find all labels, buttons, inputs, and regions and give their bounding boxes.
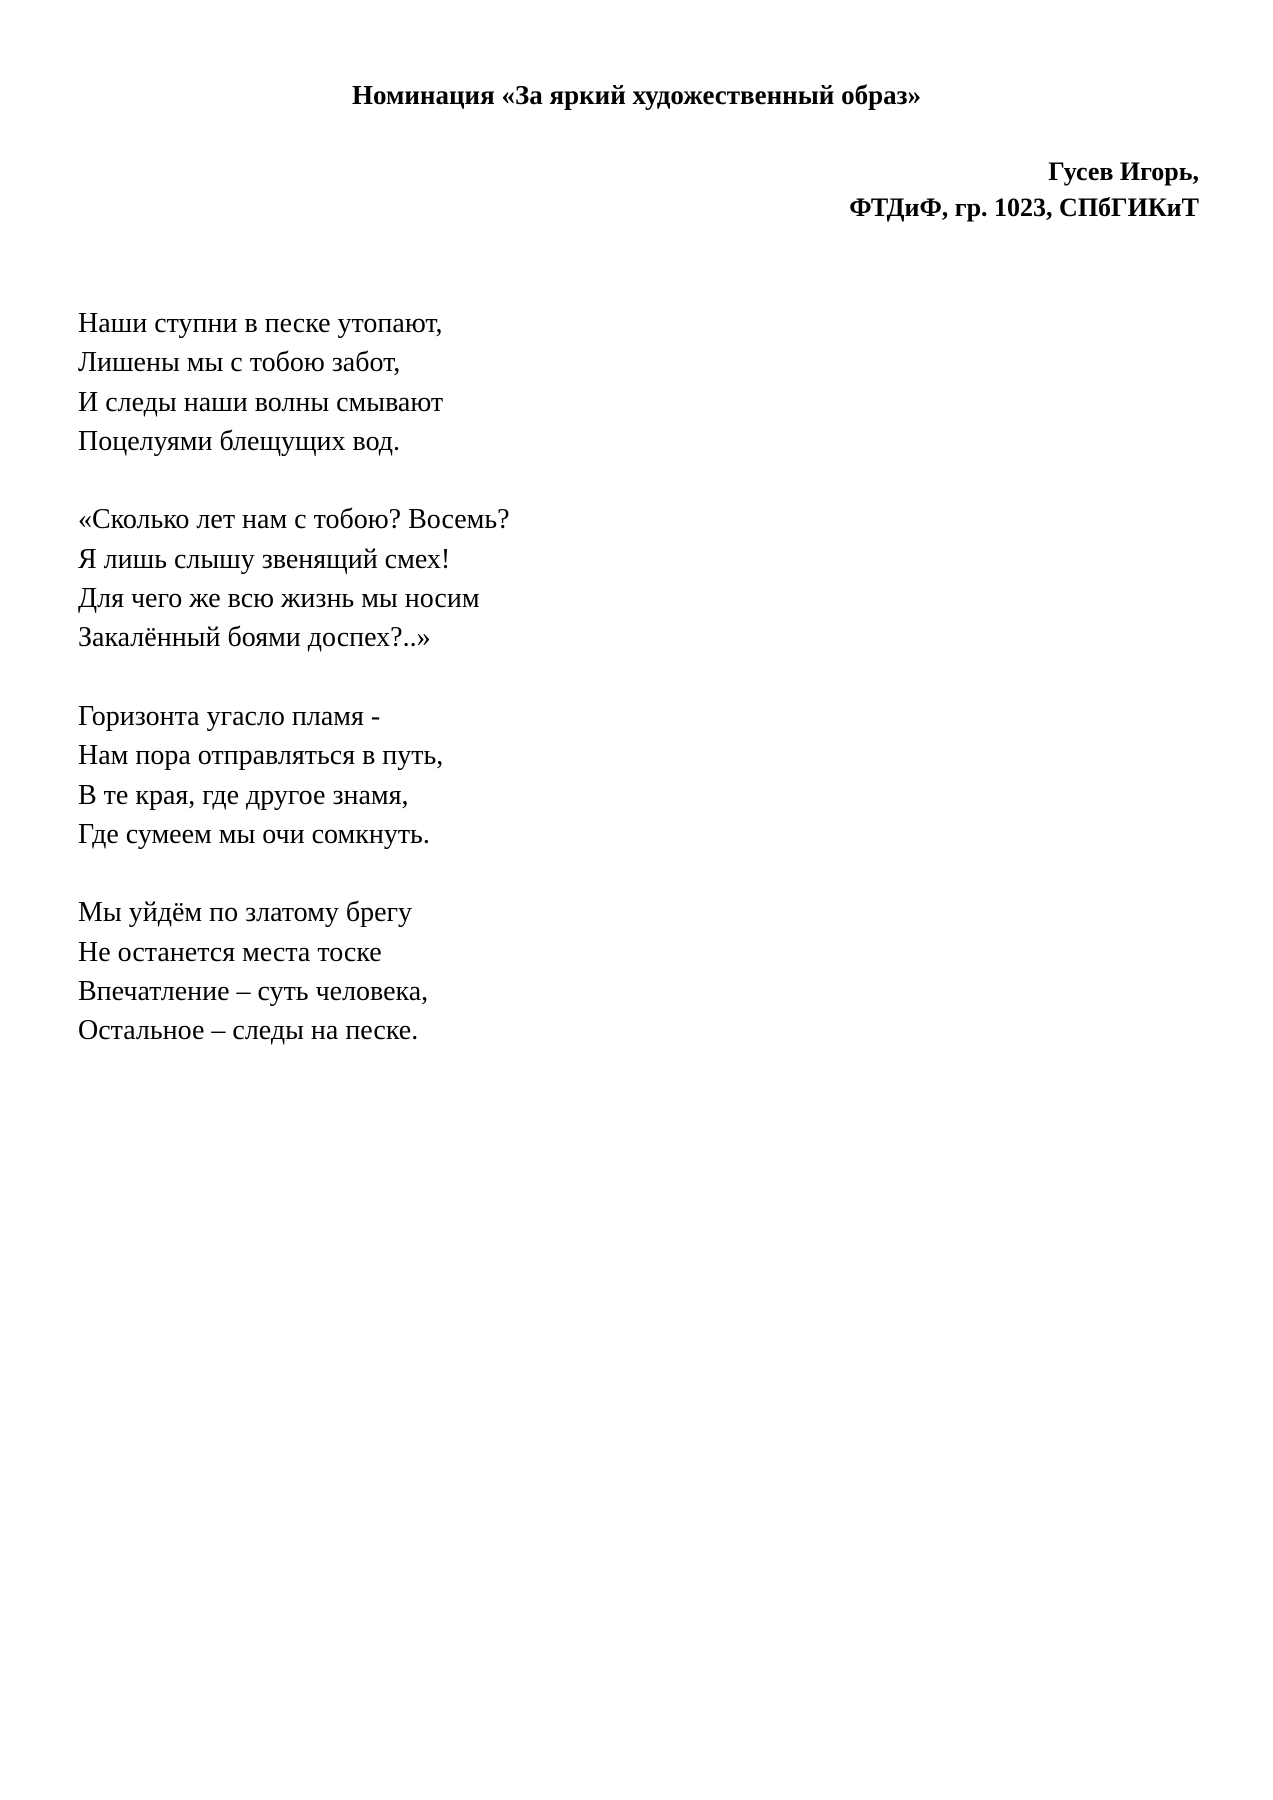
poem-line: Закалённый боями доспех?..» bbox=[78, 622, 431, 654]
poem-line: Нам пора отправляться в путь, bbox=[78, 740, 444, 772]
stanza-4 bbox=[78, 893, 510, 1050]
poem-line: Наши ступни в песке утопают, bbox=[78, 308, 443, 339]
poem-line: Остальное – следы на песке. bbox=[78, 1015, 419, 1047]
poem-line: Лишены мы с тобою забот, bbox=[78, 347, 401, 379]
stanza-2 bbox=[78, 500, 510, 657]
poem-line: «Сколько лет нам с тобою? Восемь? bbox=[78, 504, 510, 536]
document-title: Номинация «За яркий художественный образ» bbox=[352, 80, 921, 110]
stanza-3 bbox=[78, 697, 510, 854]
poem-line: В те края, где другое знамя, bbox=[78, 779, 409, 811]
poem-line: Где сумеем мы очи сомкнуть. bbox=[78, 818, 430, 850]
poem bbox=[78, 304, 510, 1090]
poem-line: И следы наши волны смывают bbox=[78, 386, 444, 418]
poem-line: Мы уйдём по златому брегу bbox=[78, 897, 413, 929]
poem-line: Впечатление – суть человека, bbox=[78, 976, 429, 1008]
author-affiliation: ФТДиФ, гр. 1023, СПбГИКиТ bbox=[849, 193, 1199, 222]
author-block bbox=[849, 154, 1199, 226]
author-name: Гусев Игорь, bbox=[1048, 157, 1199, 186]
poem-line: Я лишь слышу звенящий смех! bbox=[78, 543, 451, 575]
poem-line: Не останется места тоске bbox=[78, 936, 382, 968]
poem-line: Поцелуями блещущих вод. bbox=[78, 425, 401, 457]
poem-line: Горизонта угасло пламя - bbox=[78, 700, 381, 732]
poem-line: Для чего же всю жизнь мы носим bbox=[78, 583, 480, 615]
stanza-1 bbox=[78, 304, 510, 461]
